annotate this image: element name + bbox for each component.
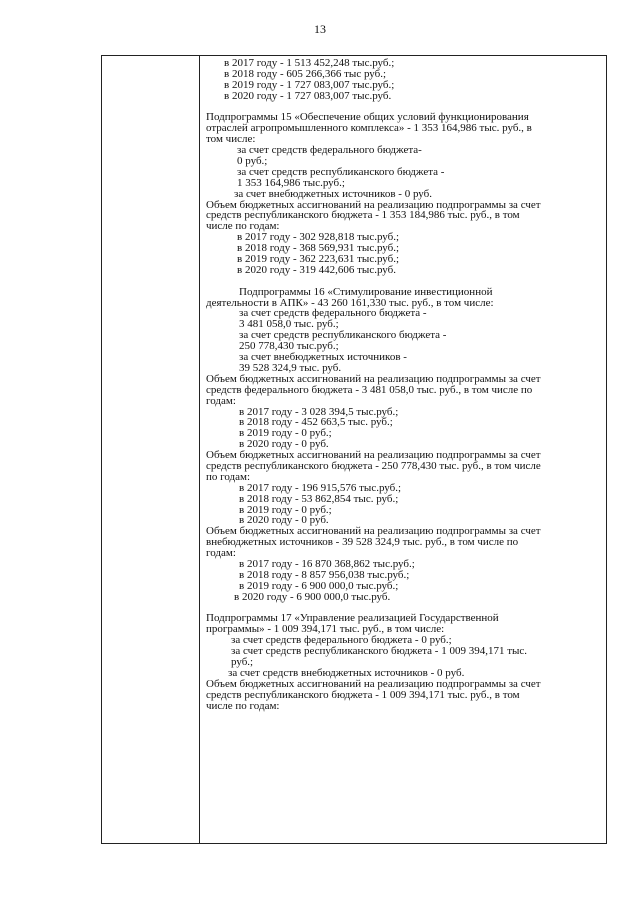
text-line: средств республиканского бюджета - 250 778,430 тыс. руб., в том числе (206, 459, 541, 472)
text-line: Подпрограммы 15 «Обеспечение общих условий функционирования (206, 111, 529, 124)
text-line: за счет внебюджетных источников - (239, 351, 407, 364)
text-line: за счет внебюджетных источников - 0 руб. (234, 187, 432, 200)
text-line: Объем бюджетных ассигнований на реализацию подпрограммы за счет (206, 372, 541, 385)
text-line: за счет средств республиканского бюджета - (237, 165, 445, 178)
budget-table (101, 55, 607, 844)
text-line: годам: (206, 394, 236, 407)
text-line: в 2019 году - 0 руб.; (239, 427, 332, 440)
text-line: внебюджетных источников - 39 528 324,9 тыс. руб., в том числе по (206, 536, 519, 549)
text-line: в 2020 году - 6 900 000,0 тыс.руб. (234, 590, 391, 603)
text-line: в 2020 году - 319 442,606 тыс.руб. (237, 263, 397, 276)
text-line: в 2017 году - 1 513 452,248 тыс.руб.; (224, 57, 395, 69)
text-line: 1 353 164,986 тыс.руб.; (237, 176, 345, 189)
text-line: Подпрограммы 16 «Стимулирование инвестиционной (239, 285, 493, 298)
text-line: 0 руб.; (237, 155, 268, 168)
text-line: средств республиканского бюджета - 1 009 394,171 тыс. руб., в том (206, 688, 520, 701)
text-line: программы» - 1 009 394,171 тыс. руб., в том числе: (206, 623, 445, 636)
text-line: отраслей агропромышленного комплекса» - 1 353 164,986 тыс. руб., в (206, 122, 532, 135)
text-line: в 2020 году - 1 727 083,007 тыс.руб. (224, 89, 392, 102)
text-line: за счет средств федерального бюджета - (239, 307, 427, 320)
text-line: Объем бюджетных ассигнований на реализацию подпрограммы за счет (206, 198, 541, 211)
text-line: в 2017 году - 3 028 394,5 тыс.руб.; (239, 405, 399, 418)
text-line: Объем бюджетных ассигнований на реализацию подпрограммы за счет (206, 449, 541, 462)
text-line: Подпрограммы 17 «Управление реализацией Государственной (206, 612, 499, 625)
text-line: в 2018 году - 452 663,5 тыс. руб.; (239, 416, 393, 429)
text-line: в 2019 году - 362 223,631 тыс.руб.; (237, 253, 400, 266)
program-funding-text (204, 58, 604, 711)
text-line: руб.; (231, 655, 254, 668)
text-line: 39 528 324,9 тыс. руб. (239, 361, 342, 374)
text-line: за счет средств федерального бюджета- (237, 144, 422, 157)
text-line: за счет средств республиканского бюджета - 1 009 394,171 тыс. (231, 645, 528, 658)
text-line: средств республиканского бюджета - 1 353 184,986 тыс. руб., в том (206, 209, 520, 222)
text-line: в 2018 году - 8 857 956,038 тыс.руб.; (239, 568, 410, 581)
text-line: в 2018 году - 53 862,854 тыс. руб.; (239, 492, 399, 505)
text-line: числе по годам: (206, 699, 280, 712)
text-line: средств федерального бюджета - 3 481 058,0 тыс. руб., в том числе по (206, 383, 533, 396)
text-line: в 2017 году - 16 870 368,862 тыс.руб.; (239, 557, 415, 570)
text-line: Объем бюджетных ассигнований на реализацию подпрограммы за счет (206, 525, 541, 538)
text-line: в 2020 году - 0 руб. (239, 438, 329, 451)
text-line: в 2017 году - 196 915,576 тыс.руб.; (239, 481, 402, 494)
text-line: в 2019 году - 0 руб.; (239, 503, 332, 516)
text-line: за счет средств республиканского бюджета - (239, 329, 447, 342)
text-line: по годам: (206, 470, 251, 483)
text-line: в 2020 году - 0 руб. (239, 514, 329, 527)
column-divider (199, 56, 200, 843)
text-line: 3 481 058,0 тыс. руб.; (239, 318, 339, 331)
text-line: Объем бюджетных ассигнований на реализацию подпрограммы за счет (206, 677, 541, 690)
text-line: годам: (206, 547, 236, 560)
text-line: числе по годам: (206, 220, 280, 233)
text-line: деятельности в АПК» - 43 260 161,330 тыс. руб., в том числе: (206, 296, 494, 309)
page-number: 13 (314, 22, 326, 36)
text-line: том числе: (206, 133, 256, 146)
text-line: в 2018 году - 605 266,366 тыс руб.; (224, 67, 387, 80)
text-line: за счет средств внебюджетных источников - 0 руб. (228, 666, 465, 679)
text-line: в 2018 году - 368 569,931 тыс.руб.; (237, 242, 400, 255)
text-line: в 2019 году - 1 727 083,007 тыс.руб.; (224, 78, 395, 91)
text-line: в 2019 году - 6 900 000,0 тыс.руб.; (239, 579, 399, 592)
text-line: в 2017 году - 302 928,818 тыс.руб.; (237, 231, 400, 244)
text-line: за счет средств федерального бюджета - 0 руб.; (231, 634, 452, 647)
text-line: 250 778,430 тыс.руб.; (239, 340, 339, 353)
